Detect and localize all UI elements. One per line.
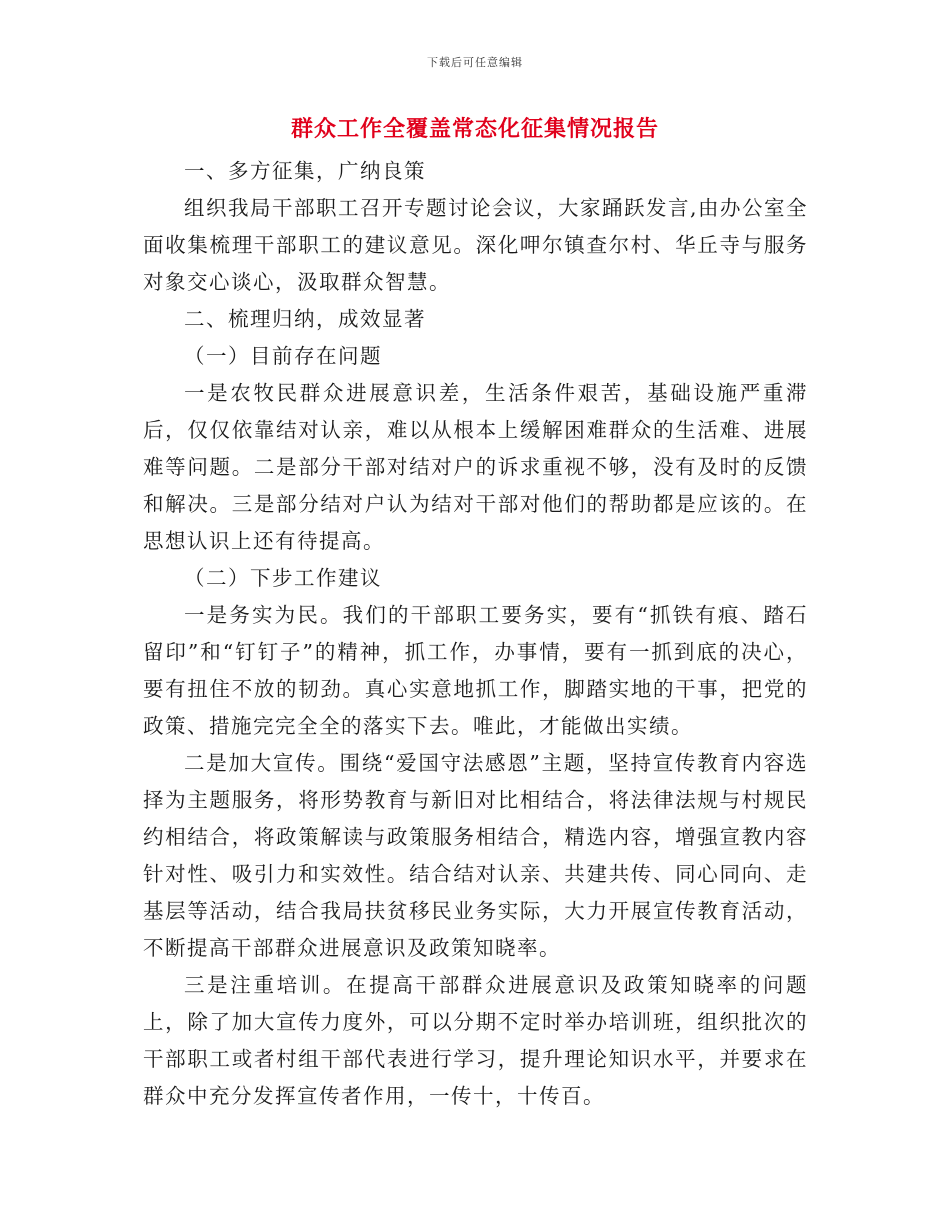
paragraph: 一是农牧民群众进展意识差，生活条件艰苦，基础设施严重滞后，仅仅依靠结对认亲，难以从根本上缓解困难群众的生活难、进展难等问题。二是部分干部对结对户的诉求重视不够，没有及时的反馈和解决。三是部分结对户认为结对干部对他们的帮助都是应该的。在思想认识上还有待提高。	[143, 381, 808, 553]
subsection-heading-2: （二）下步工作建议	[184, 566, 382, 590]
paragraph: 组织我局干部职工召开专题讨论会议，大家踊跃发言,由办公室全面收集梳理干部职工的建议意见。深化呷尔镇查尔村、华丘寺与服务对象交心谈心，汲取群众智慧。	[143, 196, 809, 294]
section-heading-1: 一、多方征集，广纳良策	[184, 159, 426, 183]
section-heading-2: 二、梳理归纳，成效显著	[184, 307, 426, 331]
document-title: 群众工作全覆盖常态化征集情况报告	[290, 116, 659, 142]
paragraph: 一是务实为民。我们的干部职工要务实，要有“抓铁有痕、踏石留印”和“钉钉子”的精神，抓工作，办事情，要有一抓到底的决心，要有扭住不放的韧劲。真心实意地抓工作，脚踏实地的干事，把党的政策、措施完完全全的落实下去。唯此，才能做出实绩。	[143, 603, 808, 738]
header-note: 下载后可任意编辑	[427, 56, 523, 69]
document-body	[143, 153, 808, 1115]
subsection-heading-1: （一）目前存在问题	[184, 344, 382, 368]
paragraph: 二是加大宣传。围绕“爱国守法感恩”主题，坚持宣传教育内容选择为主题服务，将形势教育与新旧对比相结合，将法律法规与村规民约相结合，将政策解读与政策服务相结合，精选内容，增强宣教内容针对性、吸引力和实效性。结合结对认亲、共建共传、同心同向、走基层等活动，结合我局扶贫移民业务实际，大力开展宣传教育活动，不断提高干部群众进展意识及政策知晓率。	[143, 751, 808, 960]
paragraph: 三是注重培训。在提高干部群众进展意识及政策知晓率的问题上，除了加大宣传力度外，可以分期不定时举办培训班，组织批次的干部职工或者村组干部代表进行学习，提升理论知识水平，并要求在群众中充分发挥宣传者作用，一传十，十传百。	[143, 973, 808, 1108]
